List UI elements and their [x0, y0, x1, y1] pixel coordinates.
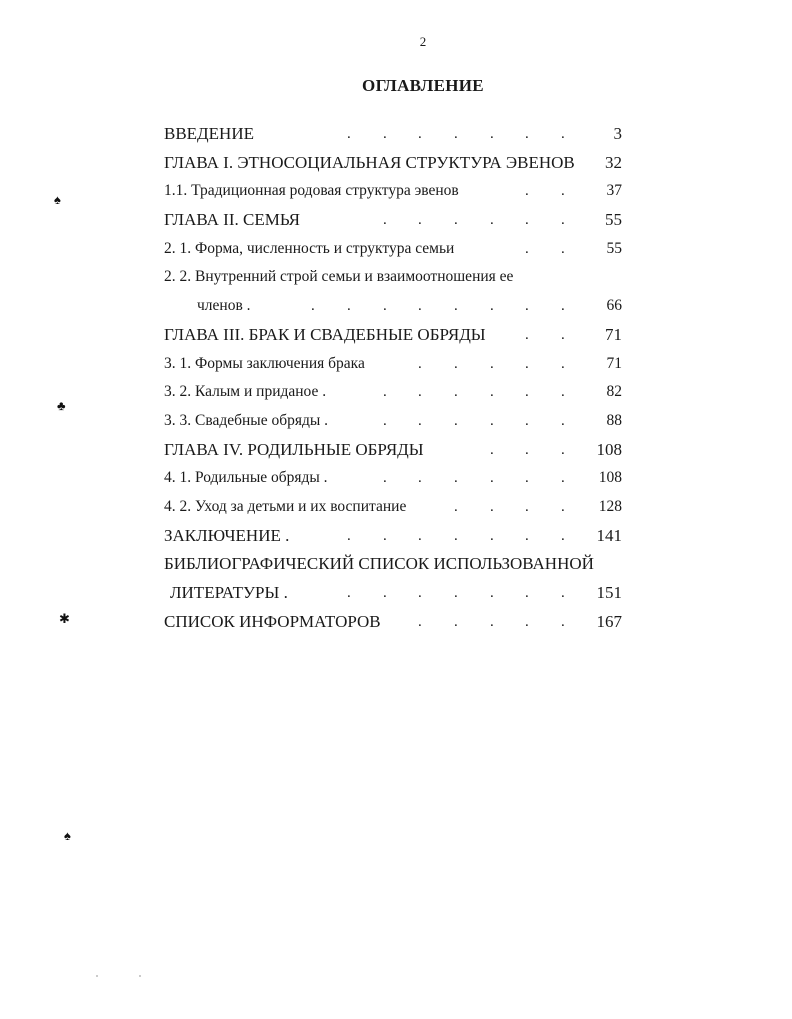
toc-heading: ОГЛАВЛЕНИЕ	[362, 76, 484, 95]
toc-entry	[164, 378, 624, 407]
leader-dot: .	[525, 126, 529, 142]
toc-entry-title: 4. 2. Уход за детьми и их воспитание	[164, 497, 407, 515]
toc-entry-page: 32	[605, 152, 622, 172]
leader-dot: .	[525, 498, 529, 515]
leader-dot: .	[525, 298, 529, 315]
leader-dot: .	[561, 470, 565, 487]
leader-dot: .	[561, 212, 565, 229]
toc-entry	[164, 120, 624, 149]
scan-speck	[96, 975, 98, 977]
leader-dot: .	[454, 298, 458, 315]
leader-dot: .	[490, 126, 494, 142]
leader-dot: .	[454, 498, 458, 515]
leader-dot: .	[525, 384, 529, 401]
leader-dot: .	[418, 298, 422, 315]
leader-dot: .	[490, 384, 494, 401]
toc-entry-page: 55	[606, 239, 622, 257]
toc-entry-page: 66	[606, 297, 622, 315]
toc-entry-title: 1.1. Традиционная родовая структура эвенов	[164, 182, 459, 200]
toc-entry-page: 167	[596, 611, 622, 631]
leader-dot: .	[490, 441, 494, 458]
leader-dot: .	[561, 412, 565, 429]
leader-dot: .	[383, 585, 387, 601]
leader-dot: .	[525, 212, 529, 229]
leader-dot: .	[561, 498, 565, 515]
leader-dot: .	[347, 126, 351, 142]
leader-dot: .	[311, 298, 315, 315]
toc-entry-page: 71	[606, 354, 622, 372]
toc-entry	[164, 493, 624, 522]
leader-dot: .	[561, 585, 565, 601]
toc-entry-page: 128	[598, 497, 622, 515]
toc-entry-page: 88	[606, 411, 622, 429]
toc-entry-title: ГЛАВА I. ЭТНОСОЦИАЛЬНАЯ СТРУКТУРА ЭВЕНОВ	[164, 152, 575, 172]
leader-dot: .	[490, 498, 494, 515]
toc-entry-page: 82	[606, 383, 622, 401]
leader-dot: .	[490, 585, 494, 601]
toc-entry	[164, 464, 624, 493]
toc-entry-title: ГЛАВА II. СЕМЬЯ	[164, 210, 301, 230]
leader-dot: .	[454, 355, 458, 372]
leader-dot: .	[561, 183, 565, 200]
leader-dot: .	[454, 470, 458, 487]
toc-entry	[164, 436, 624, 465]
leader-dot: .	[525, 527, 529, 544]
leader-dot: .	[490, 412, 494, 429]
leader-dot: .	[525, 470, 529, 487]
toc-entry-title: СПИСОК ИНФОРМАТОРОВ	[164, 611, 381, 631]
leader-dot: .	[383, 412, 387, 429]
toc-entry-title: 2. 1. Форма, численность и структура семьи	[164, 239, 455, 257]
leader-dot: .	[490, 212, 494, 229]
toc-entry-page: 108	[596, 439, 622, 459]
leader-dot: .	[347, 585, 351, 601]
leader-dot: .	[347, 298, 351, 315]
leader-dot: .	[418, 126, 422, 142]
leader-dot: .	[490, 470, 494, 487]
page-number: 2	[419, 34, 427, 49]
leader-dot: .	[418, 384, 422, 401]
toc-entry	[164, 407, 624, 436]
toc-entry	[164, 321, 624, 350]
toc-entry-title: 3. 1. Формы заключения брака	[164, 354, 365, 372]
leader-dot: .	[418, 212, 422, 229]
leader-dot: .	[418, 585, 422, 601]
leader-dot: .	[525, 355, 529, 372]
toc-entry	[164, 608, 624, 637]
toc-entry-title: ЛИТЕРАТУРЫ .	[170, 583, 288, 602]
leader-dot: .	[383, 126, 387, 142]
leader-dot: .	[490, 298, 494, 315]
toc-entry-page: 3	[613, 124, 622, 143]
toc-entry-title: 3. 3. Свадебные обряды .	[164, 411, 329, 429]
leader-dot: .	[525, 183, 529, 200]
leader-dot: .	[454, 613, 458, 630]
scan-mark-icon: ♠	[64, 828, 71, 843]
leader-dot: .	[454, 384, 458, 401]
toc-entry	[164, 579, 624, 608]
leader-dot: .	[561, 298, 565, 315]
scan-speck	[139, 975, 141, 977]
toc-entry-page: 37	[606, 182, 622, 200]
leader-dot: .	[525, 412, 529, 429]
toc-entry-title: членов .	[197, 297, 251, 315]
toc-entry-page: 55	[605, 210, 622, 230]
leader-dot: .	[525, 326, 529, 343]
toc-entry-title: ЗАКЛЮЧЕНИЕ .	[164, 525, 290, 545]
leader-dot: .	[418, 355, 422, 372]
toc-entry	[164, 206, 624, 235]
toc-entry-title: 3. 2. Калым и приданое .	[164, 383, 327, 401]
toc-entry-title: ГЛАВА IV. РОДИЛЬНЫЕ ОБРЯДЫ	[164, 439, 424, 459]
leader-dot: .	[561, 126, 565, 142]
leader-dot: .	[383, 298, 387, 315]
scan-mark-icon: ♠	[54, 192, 61, 207]
leader-dot: .	[561, 326, 565, 343]
toc-entry	[164, 235, 624, 264]
toc-entry	[164, 522, 624, 551]
leader-dot: .	[490, 613, 494, 630]
leader-dot: .	[454, 212, 458, 229]
toc-entry	[164, 177, 624, 206]
toc-entry	[164, 292, 624, 321]
toc-entry-page: 71	[605, 324, 622, 344]
scan-mark-icon: ✱	[59, 611, 70, 626]
leader-dot: .	[525, 613, 529, 630]
leader-dot: .	[418, 613, 422, 630]
toc-entry-page: 141	[596, 525, 622, 545]
leader-dot: .	[561, 613, 565, 630]
toc-entry	[164, 350, 624, 379]
leader-dot: .	[561, 384, 565, 401]
toc-entry-page: 151	[596, 583, 622, 602]
leader-dot: .	[418, 527, 422, 544]
leader-dot: .	[383, 470, 387, 487]
leader-dot: .	[418, 412, 422, 429]
toc-entry-title: ВВЕДЕНИЕ	[164, 124, 254, 143]
leader-dot: .	[383, 384, 387, 401]
scan-mark-icon: ♣	[57, 398, 66, 413]
leader-dot: .	[525, 585, 529, 601]
toc-entry	[164, 550, 624, 579]
leader-dot: .	[561, 441, 565, 458]
leader-dot: .	[525, 441, 529, 458]
leader-dot: .	[454, 126, 458, 142]
leader-dot: .	[561, 527, 565, 544]
leader-dot: .	[561, 240, 565, 257]
toc-entry	[164, 149, 624, 178]
leader-dot: .	[490, 527, 494, 544]
leader-dot: .	[490, 355, 494, 372]
leader-dot: .	[454, 585, 458, 601]
toc-entry-title: БИБЛИОГРАФИЧЕСКИЙ СПИСОК ИСПОЛЬЗОВАННОЙ	[164, 554, 594, 574]
toc-entry-title: 4. 1. Родильные обряды .	[164, 469, 328, 487]
toc-entry-page: 108	[598, 469, 622, 487]
toc-entry-title: 2. 2. Внутренний строй семьи и взаимоотношения ее	[164, 268, 514, 286]
leader-dot: .	[525, 240, 529, 257]
toc-entry	[164, 263, 624, 292]
leader-dot: .	[347, 527, 351, 544]
table-of-contents	[164, 120, 624, 636]
leader-dot: .	[418, 470, 422, 487]
leader-dot: .	[454, 412, 458, 429]
leader-dot: .	[383, 527, 387, 544]
toc-entry-title: ГЛАВА III. БРАК И СВАДЕБНЫЕ ОБРЯДЫ	[164, 324, 486, 344]
leader-dot: .	[561, 355, 565, 372]
leader-dot: .	[383, 212, 387, 229]
leader-dot: .	[454, 527, 458, 544]
